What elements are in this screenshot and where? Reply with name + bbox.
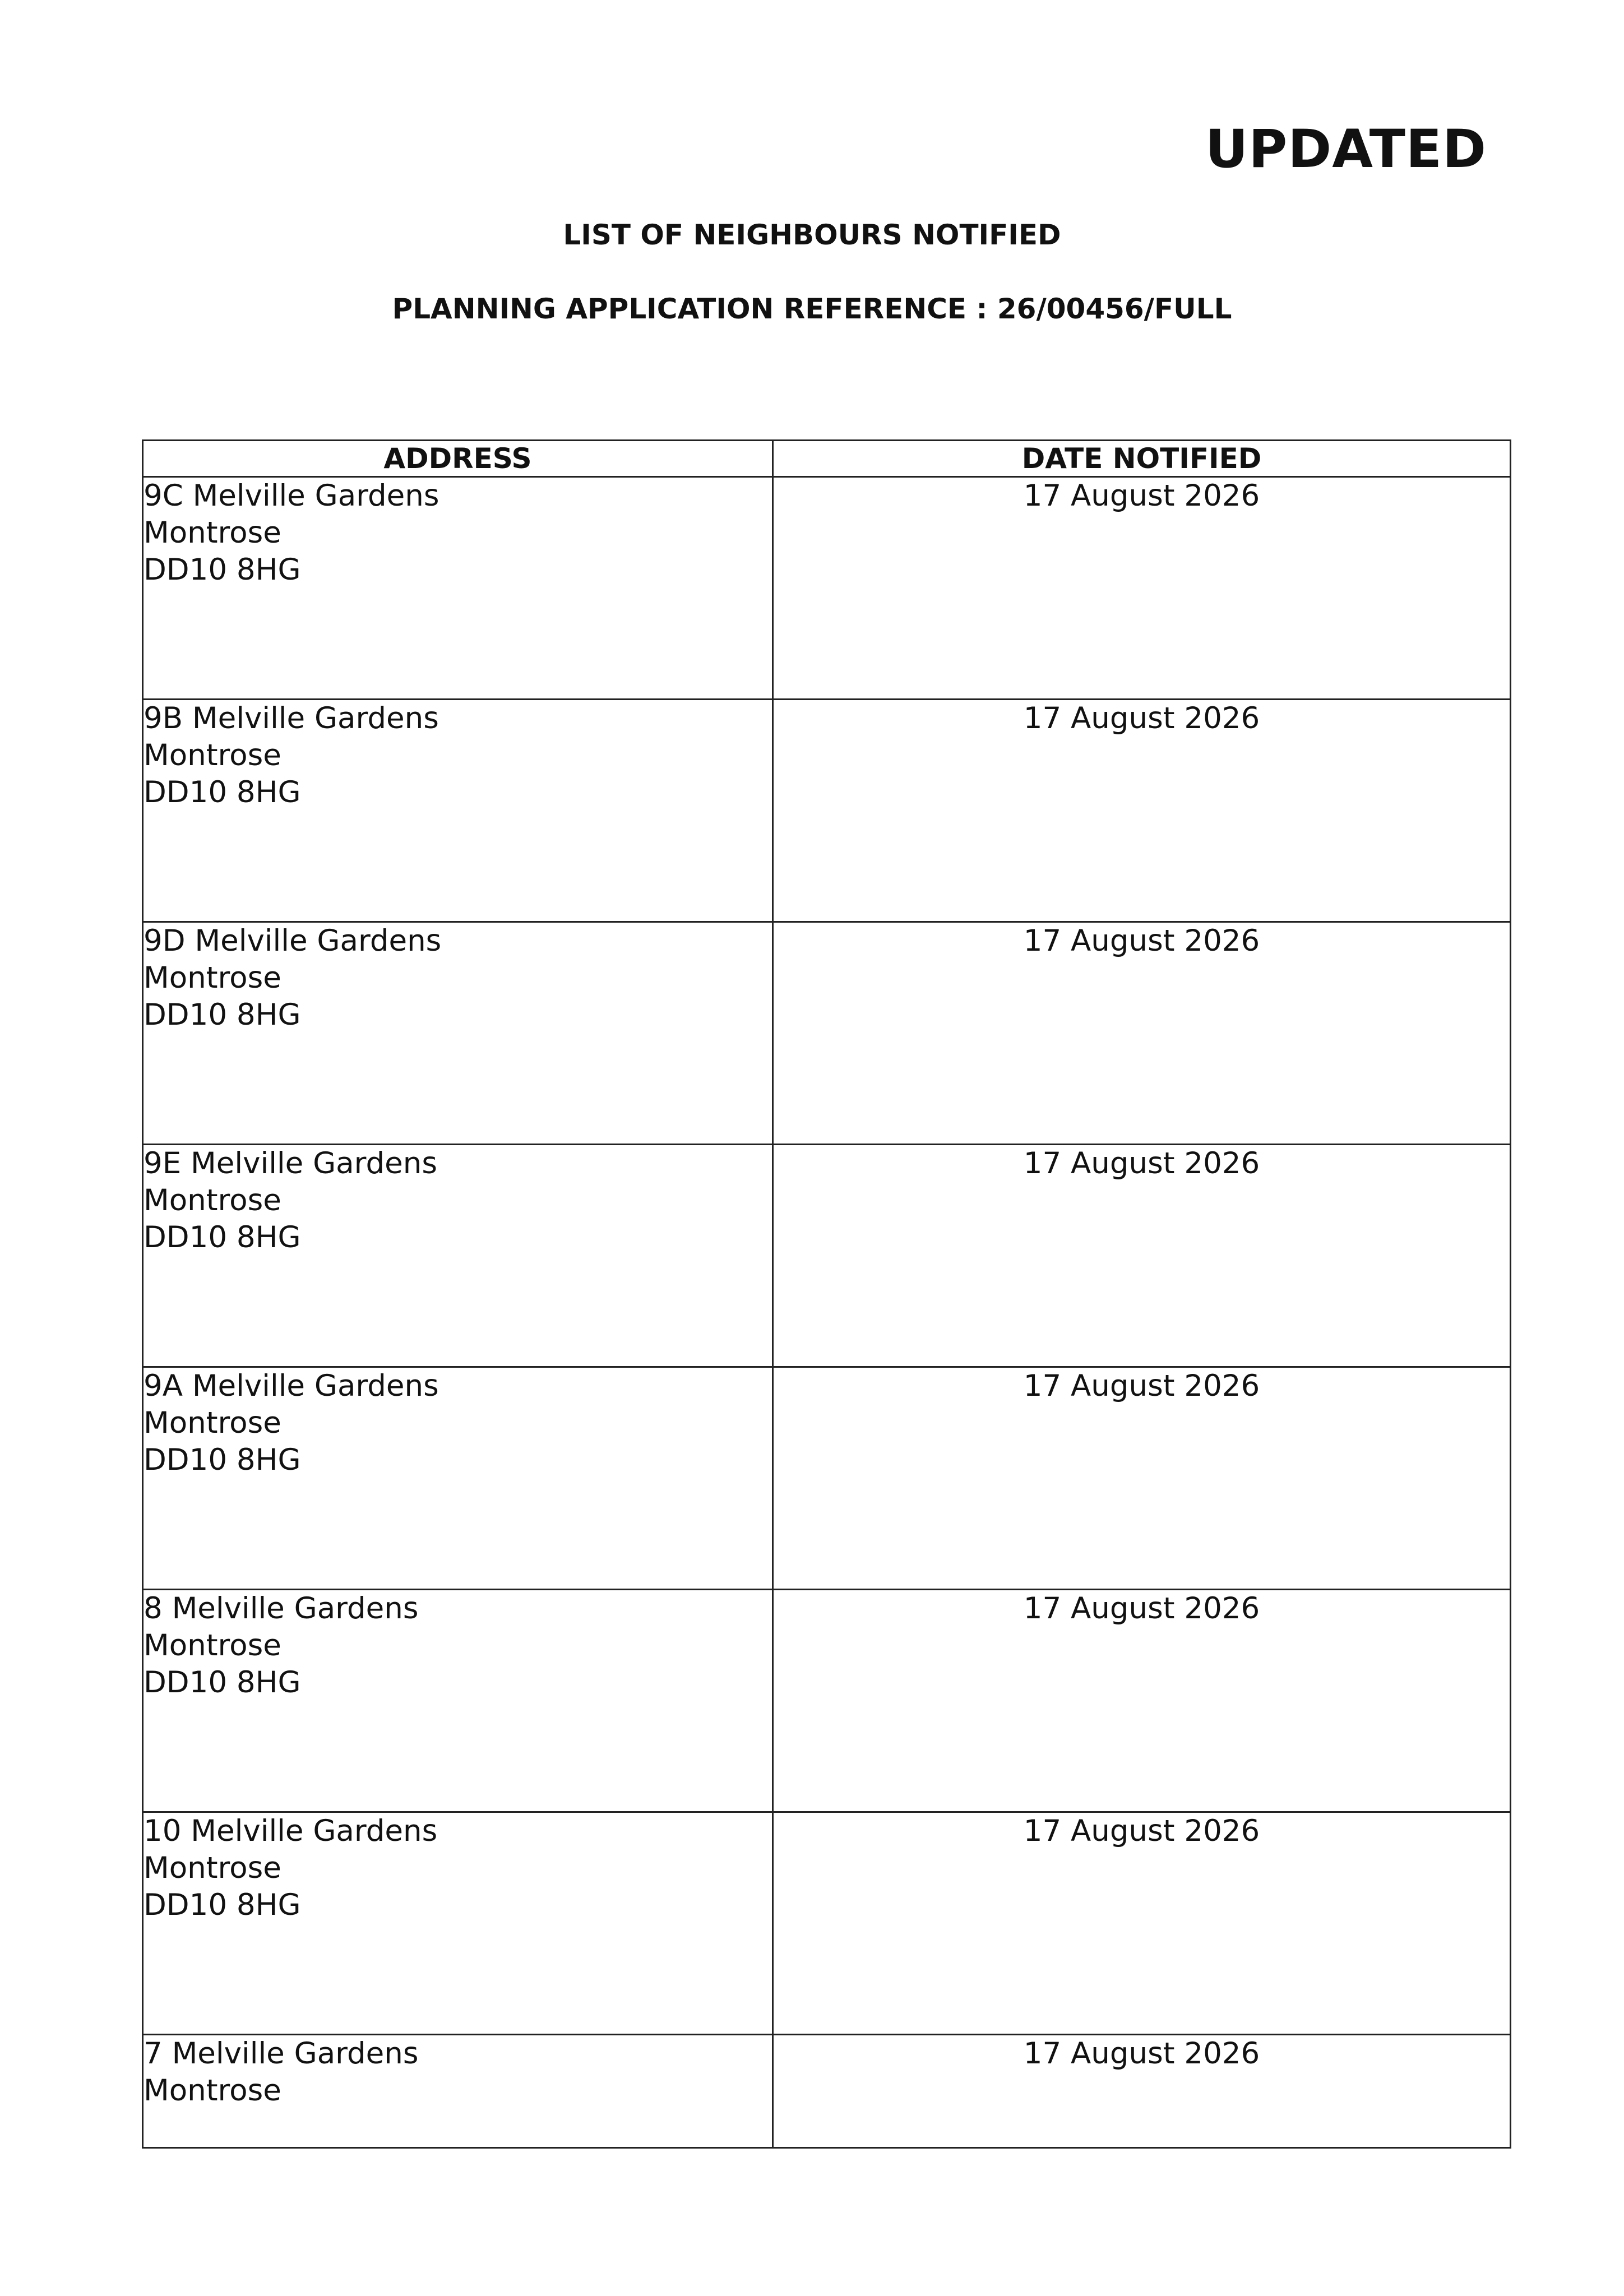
address-cell [143, 922, 773, 1145]
address-line: DD10 8HG [144, 998, 301, 1032]
address-line: 9D Melville Gardens [144, 924, 442, 958]
table-row [143, 1812, 1511, 2035]
address-line: DD10 8HG [144, 775, 301, 809]
updated-stamp: UPDATED [1205, 119, 1487, 180]
address-line: DD10 8HG [144, 1888, 301, 1922]
date-cell: 17 August 2026 [773, 1145, 1511, 1367]
address-line: Montrose [144, 738, 281, 772]
address-line: Montrose [144, 1851, 281, 1885]
document-title: LIST OF NEIGHBOURS NOTIFIED [563, 219, 1061, 251]
address-line: Montrose [144, 1406, 281, 1440]
date-cell: 17 August 2026 [773, 2035, 1511, 2148]
address-line: Montrose [144, 1183, 281, 1218]
date-cell: 17 August 2026 [773, 700, 1511, 922]
date-cell: 17 August 2026 [773, 1590, 1511, 1812]
address-line: 9A Melville Gardens [144, 1369, 439, 1403]
address-line: 9B Melville Gardens [144, 701, 439, 735]
address-line: 9C Melville Gardens [144, 479, 439, 513]
table-header-row [143, 441, 1511, 477]
address-line: DD10 8HG [144, 1220, 301, 1255]
table-row [143, 700, 1511, 922]
table-row [143, 477, 1511, 700]
address-line: 8 Melville Gardens [144, 1591, 419, 1626]
address-line: Montrose [144, 961, 281, 995]
address-line: 9E Melville Gardens [144, 1146, 437, 1181]
date-cell: 17 August 2026 [773, 1367, 1511, 1590]
address-cell [143, 477, 773, 700]
address-cell [143, 1367, 773, 1590]
address-line: DD10 8HG [144, 1665, 301, 1700]
address-cell [143, 700, 773, 922]
table-row [143, 1145, 1511, 1367]
date-notified-column-header: DATE NOTIFIED [773, 441, 1511, 477]
address-cell [143, 1590, 773, 1812]
address-cell [143, 2035, 773, 2148]
date-cell: 17 August 2026 [773, 922, 1511, 1145]
address-line: Montrose [144, 2073, 281, 2108]
address-line: Montrose [144, 1628, 281, 1663]
address-cell [143, 1145, 773, 1367]
address-column-header: ADDRESS [143, 441, 773, 477]
address-line: 7 Melville Gardens [144, 2036, 419, 2071]
table-row [143, 1590, 1511, 1812]
date-cell: 17 August 2026 [773, 1812, 1511, 2035]
planning-reference: PLANNING APPLICATION REFERENCE : 26/00456/FULL [392, 293, 1232, 325]
table-row [143, 1367, 1511, 1590]
address-line: Montrose [144, 516, 281, 550]
address-cell [143, 1812, 773, 2035]
address-line: DD10 8HG [144, 553, 301, 587]
date-cell: 17 August 2026 [773, 477, 1511, 700]
table-row [143, 2035, 1511, 2148]
address-line: DD10 8HG [144, 1443, 301, 1477]
table-row [143, 922, 1511, 1145]
neighbours-table [142, 439, 1511, 2149]
address-line: 10 Melville Gardens [144, 1814, 438, 1848]
